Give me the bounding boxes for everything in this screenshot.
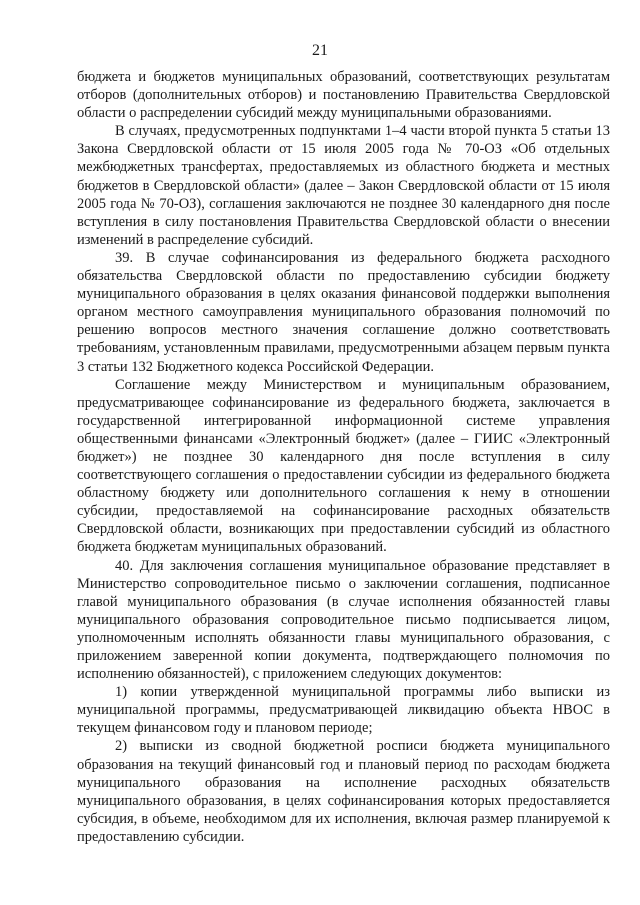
paragraph-document-2: 2) выписки из сводной бюджетной росписи бюджета муниципального образования на текущий финансовый год и плановый период по расходам бюджета муниципального образования на исполнение расходных обязательств муниципального образования, в целях софинансирования которых предоставляется субсидия, в объеме, необходимом для их исполнения, включая размер планируемой к предоставлению субсидии.: [77, 738, 610, 845]
paragraph-document-1: 1) копии утвержденной муниципальной программы либо выписки из муниципальной программы, предусматривающей ликвидацию объекта НВОС в текущем финансовом году и плановом периоде;: [77, 684, 610, 737]
document-body: [77, 68, 610, 846]
paragraph-item-40: 40. Для заключения соглашения муниципальное образование представляет в Министерство сопроводительное письмо о заключении соглашения, подписанное главой муниципального образования (в случае исполнения обязанностей главы муниципального образования сопроводительное письмо подписывается лицом, уполномоченным исполнять обязанности главы муниципального образования, с приложением заверенной копии документа, подтверждающего полномочия по исполнению обязанностей), с приложением следующих документов:: [77, 557, 610, 683]
page-number: 21: [312, 42, 328, 59]
paragraph-cases: В случаях, предусмотренных подпунктами 1–4 части второй пункта 5 статьи 13 Закона Свердловской области от 15 июля 2005 года № 70-ОЗ «Об отдельных межбюджетных трансфертах, предоставляемых из областного бюджета и местных бюджетов в Свердловской области» (далее – Закон Свердловской области от 15 июля 2005 года № 70-ОЗ), соглашения заключаются не позднее 30 календарного дня после вступления в силу постановления Правительства Свердловской области о внесении изменений в распределение субсидий.: [77, 123, 610, 248]
paragraph-continuation: бюджета и бюджетов муниципальных образований, соответствующих результатам отборов (дополнительных отборов) и постановлению Правительства Свердловской области о распределении субсидий между муниципальными образованиями.: [77, 69, 610, 122]
paragraph-item-39: 39. В случае софинансирования из федерального бюджета расходного обязательства Свердловской области по предоставлению субсидии бюджету муниципального образования в целях оказания финансовой поддержки выполнения органом местного самоуправления муниципального образования полномочий по решению вопросов местного значения соглашение должно соответствовать требованиям, установленным правилами, предусмотренными абзацем первым пункта 3 статьи 132 Бюджетного кодекса Российской Федерации.: [77, 249, 610, 375]
paragraph-agreement: Соглашение между Министерством и муниципальным образованием, предусматривающее софинансирование из федерального бюджета, заключается в государственной интегрированной информационной системе управления общественными финансами «Электронный бюджет» (далее – ГИИС «Электронный бюджет») не позднее 30 календарного дня после вступления в силу соответствующего соглашения о предоставлении субсидии из федерального бюджета областному бюджету или дополнительного соглашения к нему в отношении субсидии, предоставляемой на софинансирование расходных обязательств Свердловской области, возникающих при предоставлении субсидий из областного бюджета бюджетам муниципальных образований.: [77, 376, 610, 556]
